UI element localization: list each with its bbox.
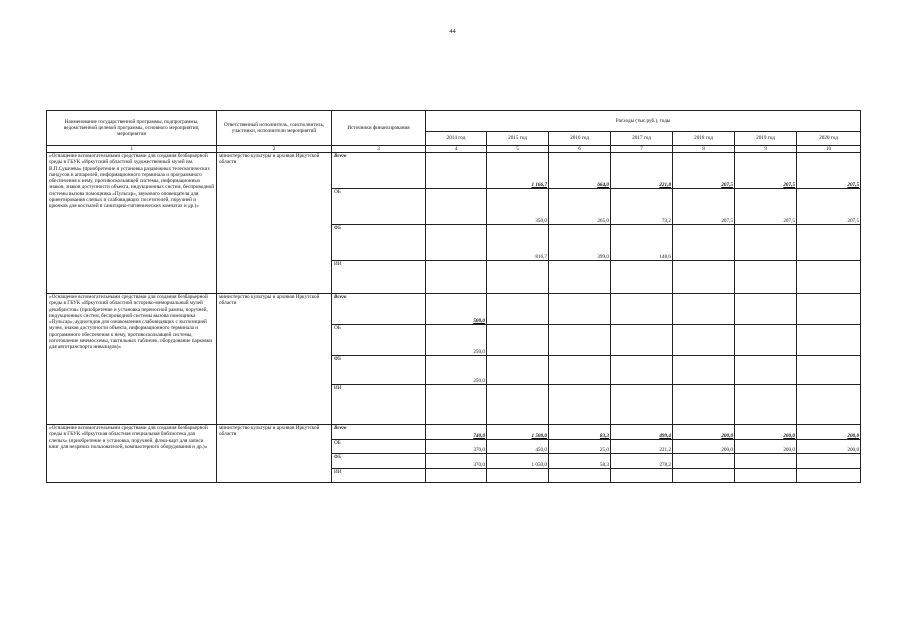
expense-value [487,294,549,325]
expense-value [797,356,861,385]
expense-value [797,385,861,425]
expense-value: 25,0 [549,440,611,454]
expense-value: 207,5 [735,153,797,189]
column-number: 6 [549,146,611,153]
expense-value [426,385,487,425]
expense-value: 350,0 [487,189,549,225]
expense-value: 250,0 [426,356,487,385]
expense-value [487,261,549,294]
expense-value [426,261,487,294]
expense-value [735,385,797,425]
expense-value: 200,0 [797,440,861,454]
expense-value [549,385,611,425]
expense-value: 58,3 [549,454,611,469]
expenses-table [46,110,861,483]
expense-value [549,356,611,385]
header-year: 2018 год [673,132,735,146]
column-number: 2 [217,146,332,153]
expense-value [549,294,611,325]
responsible-executor: министерство культуры и архивов Иркутской области [217,153,332,294]
expense-value [549,469,611,483]
expense-value [673,261,735,294]
expense-value: 664,0 [549,153,611,189]
measure-description: «Оснащение вспомогательными средствами для создания безбарьерной среды в ГБУК «Иркутский областной художественный музей им. В.П.Сукачева» (приобретение и установка раздвижных телескопических пандусов и аппарелей, информационного терминала и программного обеспечения к нему, противоскользящей системы, информационных знаков, знаков доступности объекта, индукционных систем, беспроводной системы вызова помощника «Пульсар», звукового оповещателя для ориентирования слепых и слабовидящих посетителей, поручней и крючков для костылей в санитарно-гигиенических комнатах и др.)» [47,153,217,294]
funding-source: ФБ [332,356,426,385]
expense-value [797,454,861,469]
expense-value [735,294,797,325]
expense-value [487,356,549,385]
expense-value [673,454,735,469]
expense-value: 399,0 [549,225,611,261]
expense-value: 1 050,0 [487,454,549,469]
expense-value [487,385,549,425]
column-number: 3 [332,146,426,153]
column-number: 10 [797,146,861,153]
expense-value: 200,0 [673,425,735,440]
expense-value: 1 166,7 [487,153,549,189]
column-number: 9 [735,146,797,153]
expense-value: 200,0 [797,425,861,440]
expense-value: 740,0 [426,425,487,440]
expense-value [673,356,735,385]
expense-value: 200,0 [735,425,797,440]
responsible-executor: министерство культуры и архивов Иркутской области [217,294,332,425]
table-row [47,153,861,189]
expense-value: 148,6 [611,225,673,261]
funding-source: ИИ [332,469,426,483]
expense-value [735,225,797,261]
expense-value [735,469,797,483]
header-responsible: Ответственный исполнитель, соисполнитель, участники, исполнители мероприятий [217,111,332,146]
expense-value [673,469,735,483]
expense-value: 200,0 [735,440,797,454]
expense-value [611,469,673,483]
funding-source: Всего [332,294,426,325]
funding-source: ФБ [332,454,426,469]
expense-value: 370,0 [426,454,487,469]
header-expenses: Расходы (тыс.руб.), годы [426,111,861,132]
expense-value: 200,0 [673,440,735,454]
expense-value: 370,0 [426,440,487,454]
funding-source: ФБ [332,225,426,261]
expense-value [611,385,673,425]
column-number: 1 [47,146,217,153]
column-number: 8 [673,146,735,153]
expense-value [797,469,861,483]
header-year: 2017 год [611,132,673,146]
page-number: 44 [449,28,456,35]
expense-value [673,294,735,325]
expense-value: 500,0 [426,294,487,325]
table-row [47,425,861,440]
expense-value [611,261,673,294]
expense-value: 499,4 [611,425,673,440]
funding-source: ИИ [332,385,426,425]
expense-value [735,325,797,356]
expense-value [611,294,673,325]
header-name: Наименование государственной программы, подпрограммы, ведомственной целевой программы, основного мероприятия, мероприятия [47,111,217,146]
expense-value [426,469,487,483]
expense-value [487,469,549,483]
header-year: 2015 год [487,132,549,146]
header-source: Источники финансирования [332,111,426,146]
expense-value: 207,5 [673,153,735,189]
expense-value [487,325,549,356]
table-row [47,294,861,325]
expense-value [549,261,611,294]
expense-value [797,294,861,325]
expense-value [426,153,487,189]
expense-value: 450,0 [487,440,549,454]
funding-source: Всего [332,153,426,189]
column-number: 7 [611,146,673,153]
expense-value: 207,5 [735,189,797,225]
expense-value [426,225,487,261]
expense-value [673,225,735,261]
responsible-executor: министерство культуры и архивов Иркутской области [217,425,332,483]
expense-value: 265,0 [549,189,611,225]
header-year: 2014 год [426,132,487,146]
expense-value: 278,2 [611,454,673,469]
expense-value [797,261,861,294]
expense-value [673,385,735,425]
header-year: 2019 год [735,132,797,146]
expense-value [549,325,611,356]
expense-value: 1 500,0 [487,425,549,440]
funding-source: ОБ [332,325,426,356]
expense-value [611,325,673,356]
expense-value: 816,7 [487,225,549,261]
expense-value [735,261,797,294]
column-number: 4 [426,146,487,153]
expense-value: 221,2 [611,440,673,454]
expense-value [426,189,487,225]
expense-value [611,356,673,385]
funding-source: ОБ [332,440,426,454]
expense-value: 73,2 [611,189,673,225]
funding-source: ИИ [332,261,426,294]
header-year: 2016 год [549,132,611,146]
measure-description: «Оснащение вспомогательными средствами для создания безбарьерной среды в ГБУК «Иркутская областная специальная библиотека для слепых» (приобретение и установка, поручней, флэш-карт для записи книг для незрячих пользователей, компьютерного оборудования и др.)» [47,425,217,483]
expense-value: 207,5 [673,189,735,225]
funding-source: Всего [332,425,426,440]
expense-value [673,325,735,356]
expense-value: 207,5 [797,189,861,225]
expense-value [735,454,797,469]
column-number: 5 [487,146,549,153]
expense-value [797,325,861,356]
measure-description: «Оснащение вспомогательными средствами для создания безбарьерной среды в ГБУК «Иркутский областной историко-мемориальный музей декабристов» (приобретение и установка переносной рампы, поручней, индукционных систем, беспроводной системы вызова помощника «Пульсар», аудиогидов для ознакомления слабовидящих с экспозицией музея, знаков доступности объекта, информационного терминала и программного обеспечения к нему, противоскользящей системы, изготовление мнемосхемы, тактильных табличек, оборудование парковки для автотранспорта инвалидов)» [47,294,217,425]
expense-value: 250,0 [426,325,487,356]
header-year: 2020 год [797,132,861,146]
funding-source: ОБ [332,189,426,225]
expense-value: 83,3 [549,425,611,440]
expense-value [735,356,797,385]
expense-value: 207,5 [797,153,861,189]
expense-value: 221,8 [611,153,673,189]
expense-value [797,225,861,261]
